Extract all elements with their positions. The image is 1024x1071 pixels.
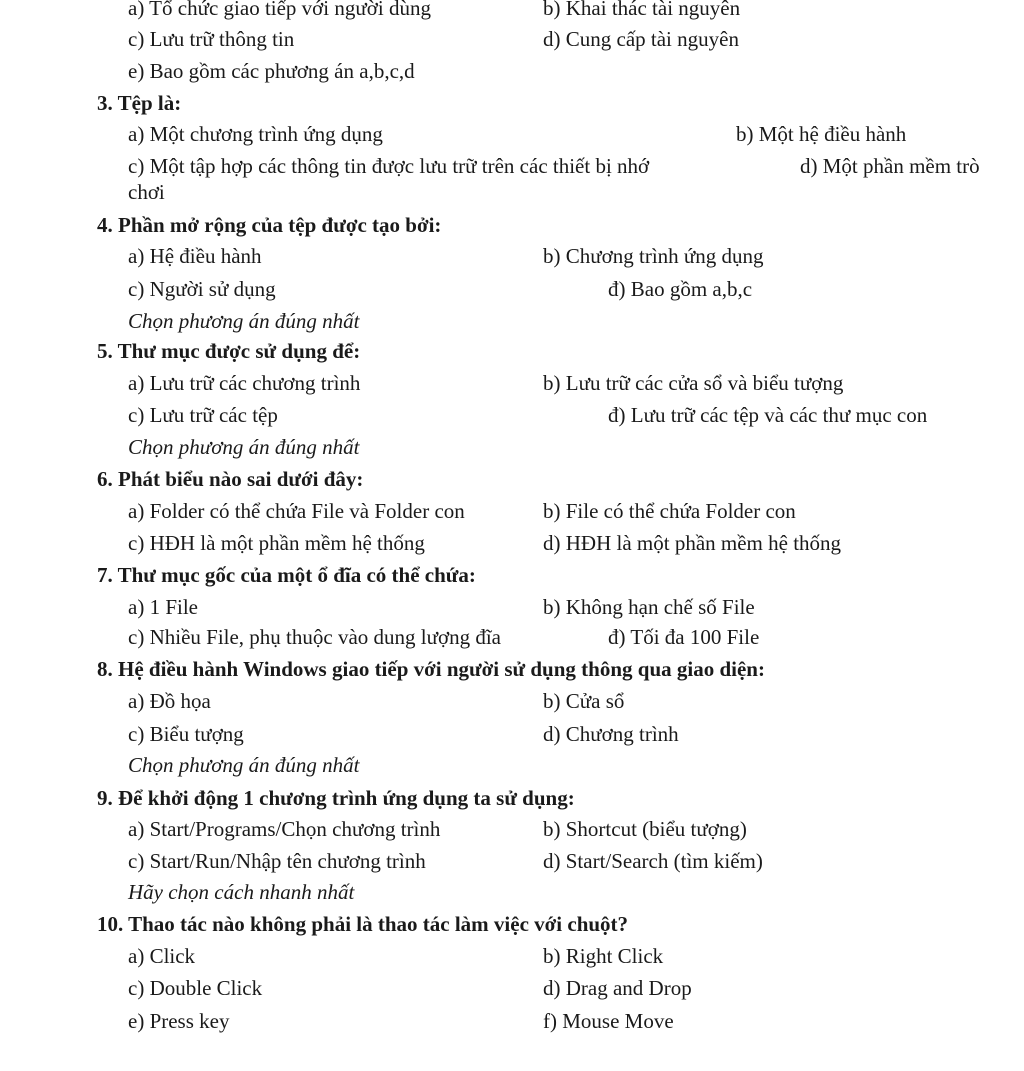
q2-option-c: c) Lưu trữ thông tin [128,27,295,51]
q8-option-b: b) Cửa sổ [543,689,625,713]
q9-option-b: b) Shortcut (biểu tượng) [543,817,747,841]
q9-note: Hãy chọn cách nhanh nhất [128,880,355,904]
q2-option-a: a) Tổ chức giao tiếp với người dùng [128,0,431,20]
q5-note: Chọn phương án đúng nhất [128,435,360,459]
q4-option-b: b) Chương trình ứng dụng [543,244,764,268]
q3-option-c-continuation: chơi [128,180,165,204]
q5-option-c: c) Lưu trữ các tệp [128,403,278,427]
q3-option-d: d) Một phần mềm trò [800,154,980,178]
q9-option-d: d) Start/Search (tìm kiếm) [543,849,763,873]
q7-title: 7. Thư mục gốc của một ổ đĩa có thể chứa: [97,563,476,587]
q9-option-a: a) Start/Programs/Chọn chương trình [128,817,441,841]
q5-option-a: a) Lưu trữ các chương trình [128,371,361,395]
q10-option-f: f) Mouse Move [543,1009,674,1033]
q6-option-c: c) HĐH là một phần mềm hệ thống [128,531,425,555]
q2-option-d: d) Cung cấp tài nguyên [543,27,739,51]
q8-option-c: c) Biểu tượng [128,722,244,746]
q10-option-e: e) Press key [128,1009,230,1033]
q7-option-b: b) Không hạn chế số File [543,595,755,619]
q9-title: 9. Để khởi động 1 chương trình ứng dụng ta sử dụng: [97,786,575,810]
q4-title: 4. Phần mở rộng của tệp được tạo bởi: [97,213,442,237]
q3-option-b: b) Một hệ điều hành [736,122,907,146]
q6-title: 6. Phát biểu nào sai dưới đây: [97,467,364,491]
q3-option-a: a) Một chương trình ứng dụng [128,122,383,146]
q10-option-a: a) Click [128,944,196,968]
q3-option-c: c) Một tập hợp các thông tin được lưu trữ trên các thiết bị nhớ [128,154,650,178]
q4-option-a: a) Hệ điều hành [128,244,262,268]
q8-note: Chọn phương án đúng nhất [128,753,360,777]
q3-title: 3. Tệp là: [97,91,182,115]
q7-option-d: đ) Tối đa 100 File [608,625,760,649]
q7-option-a: a) 1 File [128,595,198,619]
q6-option-d: d) HĐH là một phần mềm hệ thống [543,531,842,555]
q8-option-d: d) Chương trình [543,722,679,746]
q7-option-c: c) Nhiều File, phụ thuộc vào dung lượng đĩa [128,625,502,649]
q2-option-e: e) Bao gồm các phương án a,b,c,d [128,59,415,83]
q10-option-d: d) Drag and Drop [543,976,692,1000]
q8-option-a: a) Đồ họa [128,689,211,713]
q5-option-b: b) Lưu trữ các cửa sổ và biểu tượng [543,371,844,395]
q4-option-c: c) Người sử dụng [128,277,276,301]
q5-title: 5. Thư mục được sử dụng để: [97,339,361,363]
q10-title: 10. Thao tác nào không phải là thao tác làm việc với chuột? [97,912,629,936]
q6-option-b: b) File có thể chứa Folder con [543,499,796,523]
q8-title: 8. Hệ điều hành Windows giao tiếp với người sử dụng thông qua giao diện: [97,657,765,681]
q5-option-d: đ) Lưu trữ các tệp và các thư mục con [608,403,928,427]
q4-note: Chọn phương án đúng nhất [128,309,360,333]
q4-option-d: đ) Bao gồm a,b,c [608,277,753,301]
q6-option-a: a) Folder có thể chứa File và Folder con [128,499,465,523]
q10-option-b: b) Right Click [543,944,664,968]
q10-option-c: c) Double Click [128,976,263,1000]
q9-option-c: c) Start/Run/Nhập tên chương trình [128,849,426,873]
q2-option-b: b) Khai thác tài nguyên [543,0,741,20]
